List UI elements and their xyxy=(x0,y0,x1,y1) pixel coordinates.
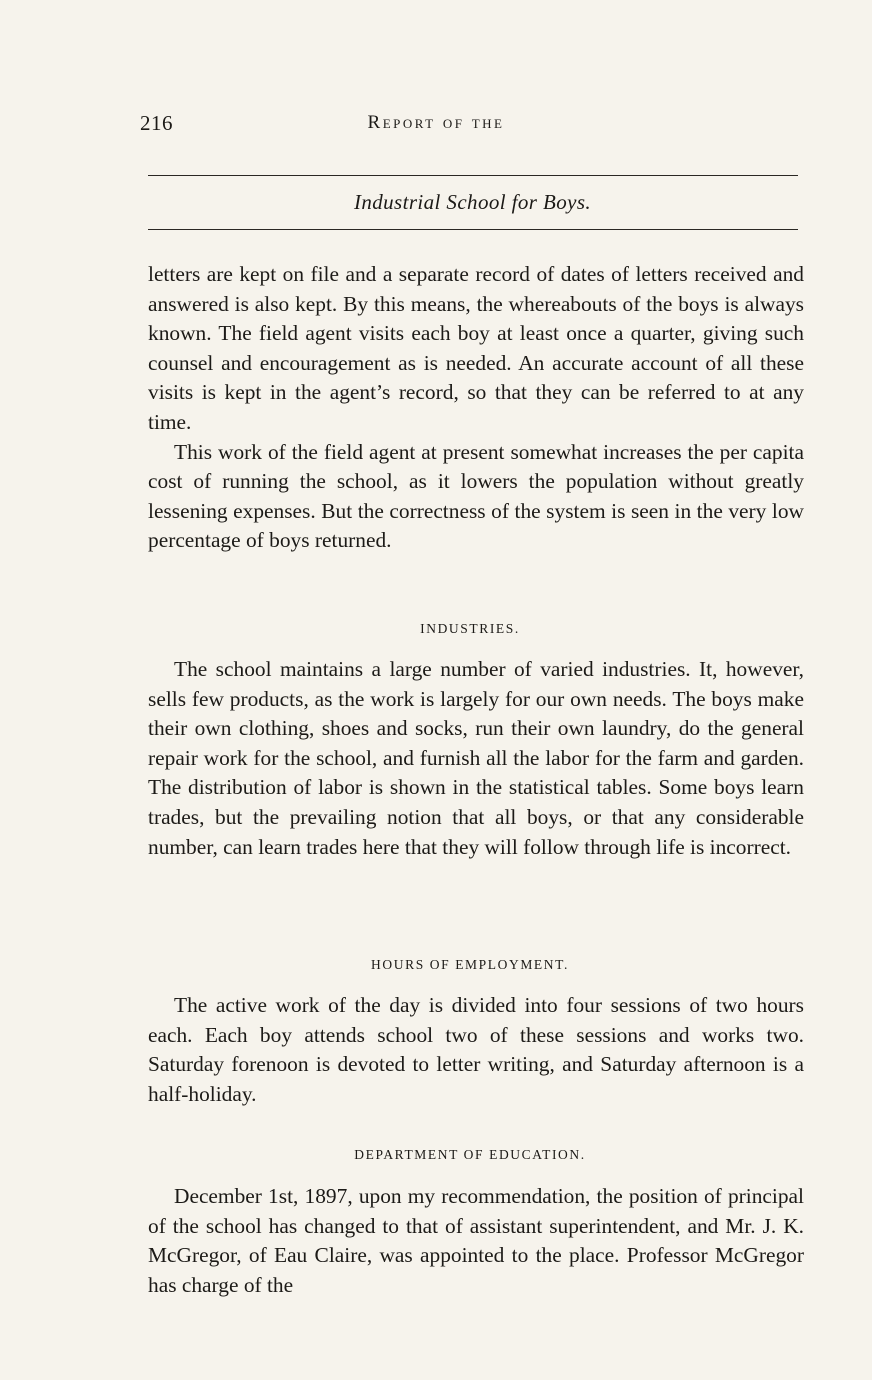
heading-hours-of-employment: HOURS OF EMPLOYMENT. xyxy=(371,957,569,972)
heading-department-of-education: DEPARTMENT OF EDUCATION. xyxy=(354,1147,586,1162)
paragraph-group-3 xyxy=(148,991,804,1109)
heading-industries: INDUSTRIES. xyxy=(420,621,520,636)
top-rule xyxy=(148,175,798,176)
paragraph-group-2 xyxy=(148,655,804,862)
paragraph-education: December 1st, 1897, upon my recommendation, the position of principal of the school has changed to that of assistant superintendent, and Mr. J. K. McGregor, of Eau Claire, was appointed to the place. Professor McGregor has charge of the xyxy=(148,1184,804,1297)
paragraph-group-1 xyxy=(148,260,804,556)
bottom-rule xyxy=(148,229,798,230)
section-subtitle: Industrial School for Boys. xyxy=(353,190,592,214)
page-number: 216 xyxy=(140,111,173,135)
paragraph-continued: letters are kept on file and a separate record of dates of letters received and answered is also kept. By this means, the whereabouts of the boys is always known. The field agent visits each boy at least once a quarter, giving such counsel and encouragement as is needed. An accurate account of all these visits is kept in the agent’s record, so that they can be referred to at any time. xyxy=(148,262,804,434)
paragraph-field-agent: This work of the field agent at present somewhat increases the per capita cost of running the school, as it lowers the population without greatly lessening expenses. But the correctness of the system is seen in the very low percentage of boys returned. xyxy=(148,439,804,553)
paragraph-group-4 xyxy=(148,1182,804,1300)
paragraph-hours: The active work of the day is divided into four sessions of two hours each. Each boy attends school two of these sessions and works two. Saturday forenoon is devoted to letter writing, and Saturday afternoon is a half-holiday. xyxy=(148,993,804,1106)
running-head: Report of the xyxy=(367,112,505,133)
paragraph-industries: The school maintains a large number of varied industries. It, however, sells few products, as the work is largely for our own needs. The boys make their own clothing, shoes and socks, run their own laundry, do the general repair work for the school, and furnish all the labor for the farm and garden. The distribution of labor is shown in the statistical tables. Some boys learn trades, but the prevailing notion that all boys, or that any considerable number, can learn trades here that they will follow through life is incorrect. xyxy=(148,657,804,859)
